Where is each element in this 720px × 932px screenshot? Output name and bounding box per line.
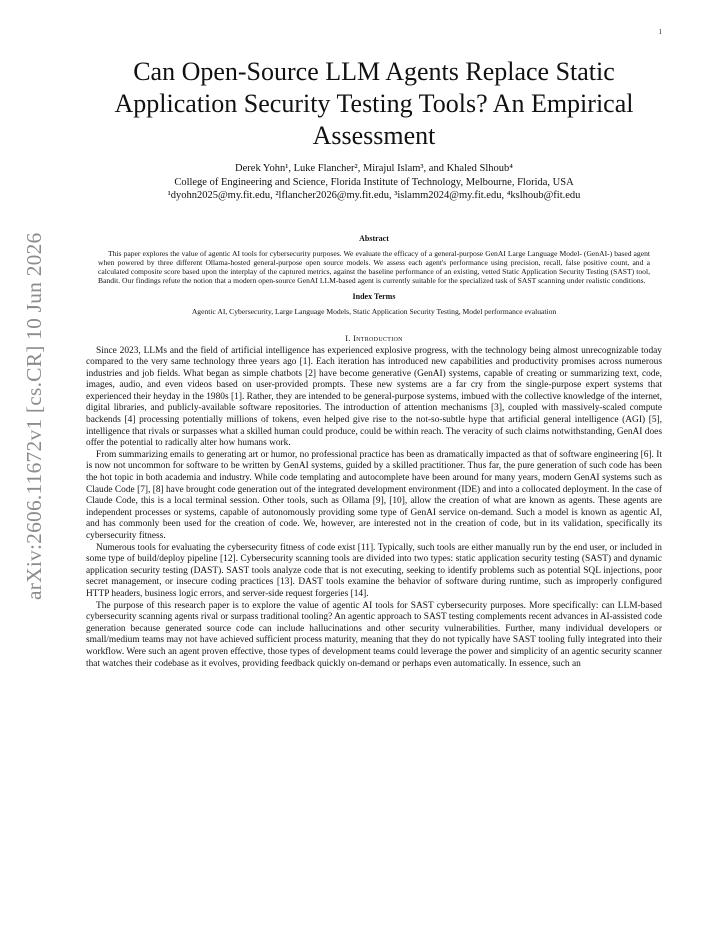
body-paragraph: From summarizing emails to generating art or humor, no professional practice has been as dramatically impacted as that of software engineering [6]. It is now not uncommon for software to be written by GenAI systems, guided by a skilled practitioner. Thus far, the pure generation of such code has been the hot topic in both academia and industry. While code templating and autocomplete have been around for many years, modern GenAI systems such as Claude Code [7], [8] have brought code generation out of the integrated development environment (IDE) and into a collocated deployment. In the case of Claude Code, this is a local terminal session. Other tools, such as Ollama [9], [10], allow the creation of what are known as agents. These agents are independent processes or systems, capable of autonomously providing some type of GenAI service on-demand. Such a model is known as agentic AI, and has commonly been used for the creation of code. We, however, are interested not in the creation of code, but in its validation, specifically its cybersecurity fitness. — [86, 449, 662, 541]
body-paragraph: Numerous tools for evaluating the cybersecurity fitness of code exist [11]. Typically, such tools are either manually run by the end user, or included in some type of build/deploy pipeline [12]. Cybersecurity scanning tools are divided into two types: static application security testing (SAST) and dynamic application security testing (DAST). SAST tools analyze code that is not executing, seeking to identify problems such as potential SQL injections, poor secret management, or insecure coding practices [13]. DAST tools examine the behavior of software during runtime, such as improperly configured HTTP headers, business logic errors, and server-side request forgeries [14]. — [86, 542, 662, 599]
paper-title: Can Open-Source LLM Agents Replace Static Application Security Testing Tools? An Empirical Assessment — [114, 57, 634, 150]
page-number: 1 — [658, 28, 662, 36]
body-paragraph: Since 2023, LLMs and the field of artificial intelligence has experienced explosive progress, with the technology being almost unrecognizable today compared to the very same technology three years ago [1]. Each iteration has introduced new capabilities and productivity promises across numerous industries and job fields. What began as simple chatbots [2] have become generative (GenAI) systems, capable of creating or summarizing text, code, images, audio, and even videos based on user-provided prompts. These new systems are a far cry from the single-purpose expert systems that experienced their heyday in the 1980s [1]. Rather, they are intended to be general-purpose systems, imbued with the collective knowledge of the internet, digital libraries, and publicly-available software repositories. The introduction of attention mechanisms [3], coupled with massively-scaled compute backends [4] processing potentially millions of tokens, even helped give rise to the not-so-subtle hype that artificial general intelligence (AGI) [5], intelligence that rivals or surpasses what a skilled human could produce, could be within reach. The veracity of such claims notwithstanding, GenAI does offer the potential to radically alter how humans work. — [86, 345, 662, 449]
arxiv-identifier: arXiv:2606.11672v1 [cs.CR] 10 Jun 2026 — [22, 232, 46, 600]
author-list: Derek Yohn¹, Luke Flancher², Mirajul Islam³, and Khaled Slhoub⁴ — [235, 163, 513, 174]
abstract-heading: Abstract — [359, 233, 389, 243]
section-heading-introduction: I. Introduction — [345, 333, 403, 343]
body-paragraph: The purpose of this research paper is to explore the value of agentic AI tools for SAST cybersecurity purposes. More specifically: can LLM-based cybersecurity scanning agents rival or surpass traditional tooling? An agentic approach to SAST testing complements recent advances in AI-assisted code generation because generated source code can include hallucinations and other security vulnerabilities. Further, many individual developers or small/medium teams may not have achieved sufficient process maturity, meaning that they do not typically have SAST tooling fully integrated into their workflow. Were such an agent proven effective, those types of development teams could leverage the power and simplicity of an agentic security scanner that watches their codebase as it evolves, providing feedback quickly on-demand or perhaps even automatically. In essence, such an — [86, 600, 662, 669]
paper-content — [86, 56, 662, 670]
index-terms-heading: Index Terms — [352, 291, 396, 301]
index-terms-text: Agentic AI, Cybersecurity, Large Language Models, Static Application Security Testing, Model performance evaluation — [191, 306, 557, 316]
affiliation: College of Engineering and Science, Florida Institute of Technology, Melbourne, Florida, USA — [174, 176, 574, 188]
abstract-text: This paper explores the value of agentic AI tools for cybersecurity purposes. We evaluate the efficacy of a general-purpose GenAI Large Language Model- (GenAI-) based agent when powered by three different Ollama-hosted general-purpose open source models. We assess each agent's performance using precision, recall, false positive count, and a calculated composite score based upon the interplay of the captured metrics, against the baseline performance of an existing, vetted Static Application Security Testing (SAST) tool, Bandit. Our findings refute the notion that a modern open-source GenAI LLM-based agent is currently suitable for the specialized task of SAST scanning under realistic conditions. — [98, 248, 650, 285]
author-emails: ¹dyohn2025@my.fit.edu, ²lflancher2026@my.fit.edu, ³islamm2024@my.fit.edu, ⁴kslhoub@fit.edu — [167, 190, 581, 201]
